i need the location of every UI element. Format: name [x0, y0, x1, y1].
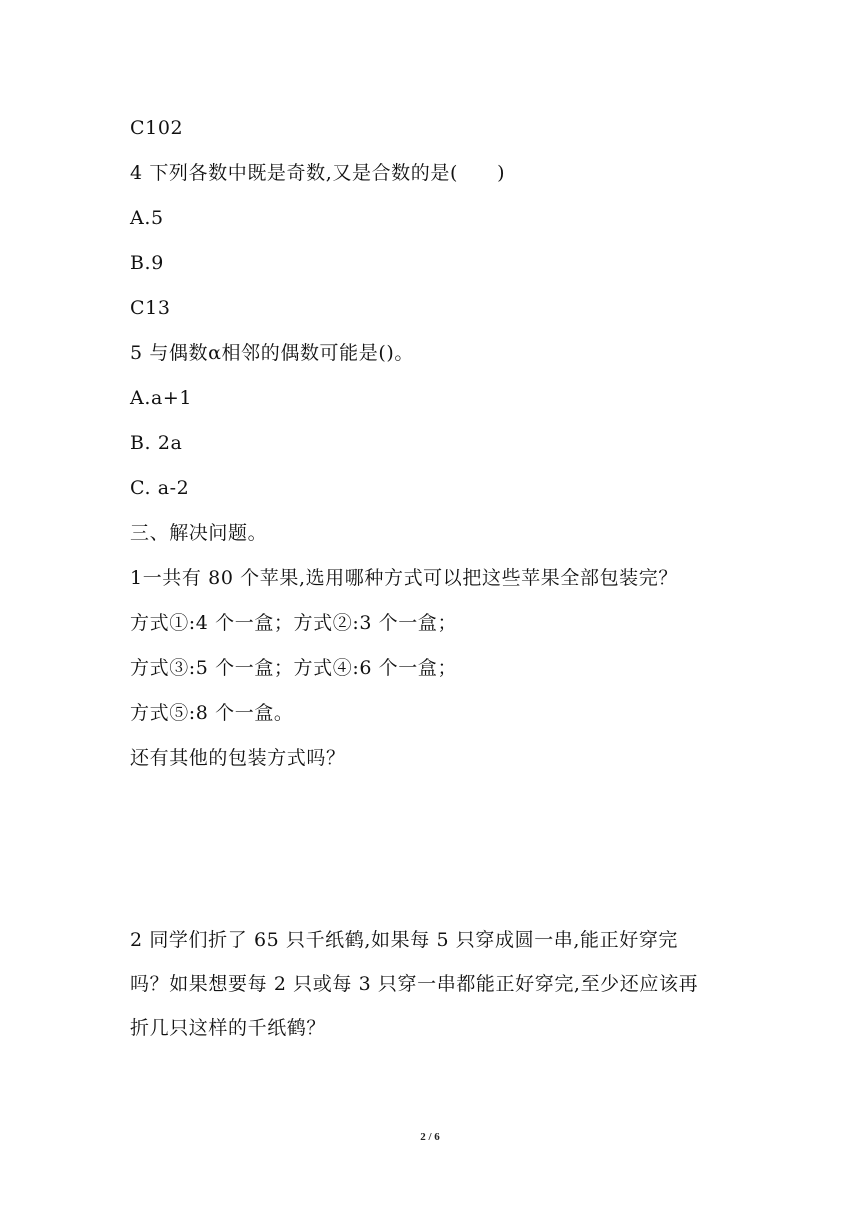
problem-1-methods-a: 方式①:4 个一盒；方式②:3 个一盒； [130, 612, 458, 634]
option-b-q4: B.9 [130, 252, 164, 274]
question-5: 5 与偶数α相邻的偶数可能是()。 [130, 342, 414, 364]
option-b-q5: B. 2a [130, 432, 183, 454]
option-c-q5: C. a-2 [130, 477, 190, 499]
problem-2-line-3: 折几只这样的千纸鹤？ [130, 1017, 327, 1039]
problem-1-followup: 还有其他的包装方式吗？ [130, 747, 346, 769]
page-number: 2 / 6 [420, 1131, 440, 1143]
option-a-q5: A.a+1 [130, 387, 193, 409]
problem-2-line-2: 吗？如果想要每 2 只或每 3 只穿一串都能正好穿完,至少还应该再 [130, 973, 699, 995]
problem-1-methods-b: 方式③:5 个一盒；方式④:6 个一盒； [130, 657, 458, 679]
option-c-q3: C102 [130, 117, 184, 139]
problem-1-methods-c: 方式⑤:8 个一盒。 [130, 702, 294, 724]
option-c-q4: C13 [130, 297, 171, 319]
problem-1: 1一共有 80 个苹果,选用哪种方式可以把这些苹果全部包装完？ [130, 567, 678, 589]
problem-2-line-1: 2 同学们折了 65 只千纸鹤,如果每 5 只穿成圆一串,能正好穿完 [130, 929, 679, 951]
question-4: 4 下列各数中既是奇数,又是合数的是( ) [130, 162, 506, 184]
section-heading: 三、解决问题。 [130, 522, 268, 544]
option-a-q4: A.5 [130, 207, 164, 229]
